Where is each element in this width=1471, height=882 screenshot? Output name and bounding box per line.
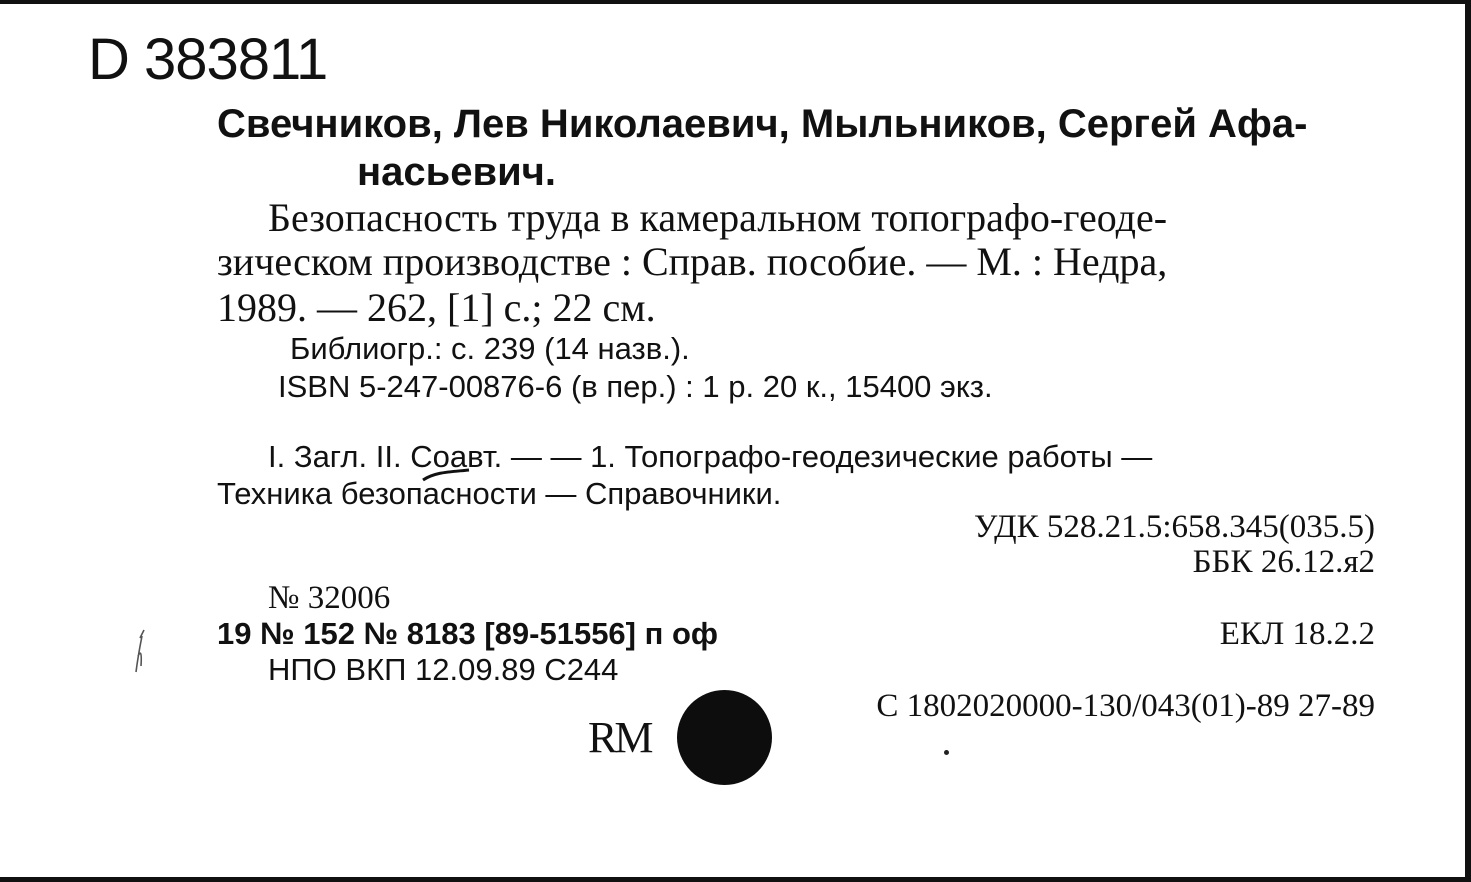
author-line-2: насьевич. [357, 150, 557, 194]
subject-headings-line-2: Техника безопасности — Справочники. [217, 476, 782, 511]
udk-code: УДК 528.21.5:658.345(035.5) [974, 509, 1375, 545]
bibliography-note: Библиогр.: с. 239 (14 назв.). [290, 331, 690, 366]
npo-line: НПО ВКП 12.09.89 С244 [268, 652, 619, 687]
call-number: D 383811 [88, 27, 328, 92]
ink-speck [944, 750, 949, 755]
title-line-3: 1989. — 262, [1] с.; 22 см. [217, 285, 656, 330]
subject-headings-line-1: I. Загл. II. Соавт. — — 1. Топографо-геодезические работы — [268, 439, 1153, 474]
isbn-line: ISBN 5-247-00876-6 (в пер.) : 1 р. 20 к., 15400 экз. [278, 369, 993, 404]
bbk-code: ББК 26.12.я2 [1192, 544, 1375, 580]
order-line: 19 № 152 № 8183 [89-51556] п оф [217, 616, 719, 651]
title-line-2: зическом производстве : Справ. пособие. — М. : Недра, [217, 239, 1168, 284]
ekl-code: ЕКЛ 18.2.2 [1219, 616, 1375, 652]
punched-hole-dot [677, 690, 772, 785]
title-line-1: Безопасность труда в камеральном топографо-геоде- [268, 195, 1168, 240]
rm-stamp: RM [588, 713, 651, 762]
classification-code: С 1802020000-130/043(01)-89 27-89 [876, 688, 1375, 724]
author-line-1: Свечников, Лев Николаевич, Мыльников, Сергей Афа- [217, 102, 1308, 146]
handwritten-overmark-icon [421, 468, 471, 484]
pencil-mark-icon [126, 626, 156, 676]
card-number: № 32006 [268, 580, 391, 616]
